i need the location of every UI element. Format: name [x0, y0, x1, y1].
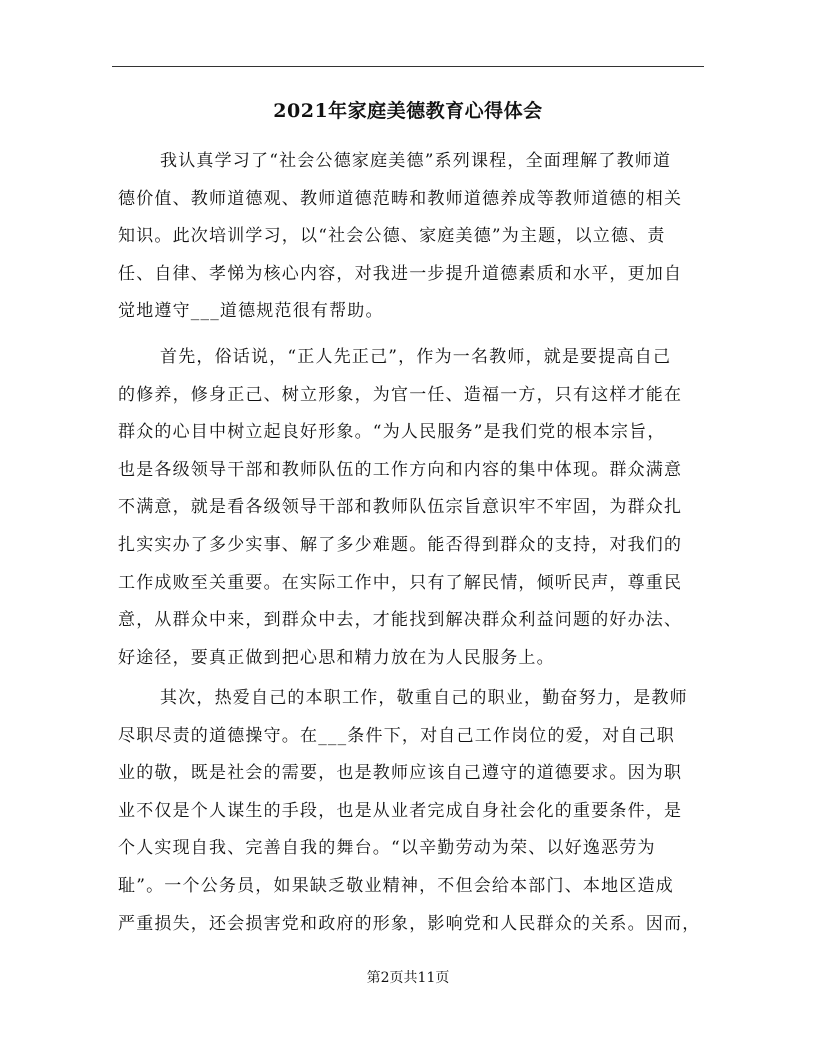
text-line: 觉地遵守___道德规范很有帮助。: [118, 301, 384, 322]
text-line: 工作成败至关重要。在实际工作中，只有了解民情，倾听民声，尊重民: [118, 572, 683, 593]
text-line: 的修养，修身正己、树立形象，为官一任、造福一方，只有这样才能在: [118, 384, 683, 405]
text-line: 我认真学习了“社会公德家庭美德”系列课程，全面理解了教师道: [160, 151, 672, 171]
text-line: 首先，俗话说，“正人先正己”，作为一名教师，就是要提高自己: [160, 347, 672, 367]
text-line: 严重损失，还会损害党和政府的形象，影响党和人民群众的关系。因而，: [118, 913, 701, 934]
text-line: 意，从群众中来，到群众中去，才能找到解决群众利益问题的好办法、: [118, 610, 683, 631]
text-line: 知识。此次培训学习，以“社会公德、家庭美德”为主题，以立德、责: [118, 226, 666, 247]
paragraph-1: [118, 143, 718, 331]
text-line: 耻”。一个公务员，如果缺乏敬业精神，不但会给本部门、本地区造成: [118, 875, 674, 896]
text-line: 不满意，就是看各级领导干部和教师队伍宗旨意识牢不牢固，为群众扎: [118, 497, 683, 518]
page-number-footer: 第2页共11页: [366, 970, 450, 986]
text-line: 业的敬，既是社会的需要，也是教师应该自己遵守的道德要求。因为职: [118, 763, 683, 784]
header-rule: [112, 66, 704, 67]
text-line: 任、自律、孝悌为核心内容，对我进一步提升道德素质和水平，更加自: [118, 263, 683, 284]
text-line: 好途径，要真正做到把心思和精力放在为人民服务上。: [118, 647, 555, 668]
document-title: 2021年家庭美德教育心得体会: [273, 100, 543, 122]
text-line: 业不仅是个人谋生的手段，也是从业者完成自身社会化的重要条件，是: [118, 800, 683, 821]
text-line: 德价值、教师道德观、教师道德范畴和教师道德养成等教师道德的相关: [118, 188, 683, 209]
paragraph-3: [118, 680, 718, 943]
text-line: 群众的心目中树立起良好形象。“为人民服务”是我们党的根本宗旨，: [118, 422, 666, 443]
text-line: 尽职尽责的道德操守。在___条件下，对自己工作岗位的爱，对自己职: [118, 725, 675, 746]
text-line: 其次，热爱自己的本职工作，敬重自己的职业，勤奋努力，是教师: [160, 688, 688, 708]
paragraph-2: [118, 339, 718, 677]
text-line: 扎实实办了多少实事、解了多少难题。能否得到群众的支持，对我们的: [118, 534, 683, 555]
text-line: 也是各级领导干部和教师队伍的工作方向和内容的集中体现。群众满意: [118, 459, 683, 480]
text-line: 个人实现自我、完善自我的舞台。“以辛勤劳动为荣、以好逸恶劳为: [118, 838, 656, 859]
